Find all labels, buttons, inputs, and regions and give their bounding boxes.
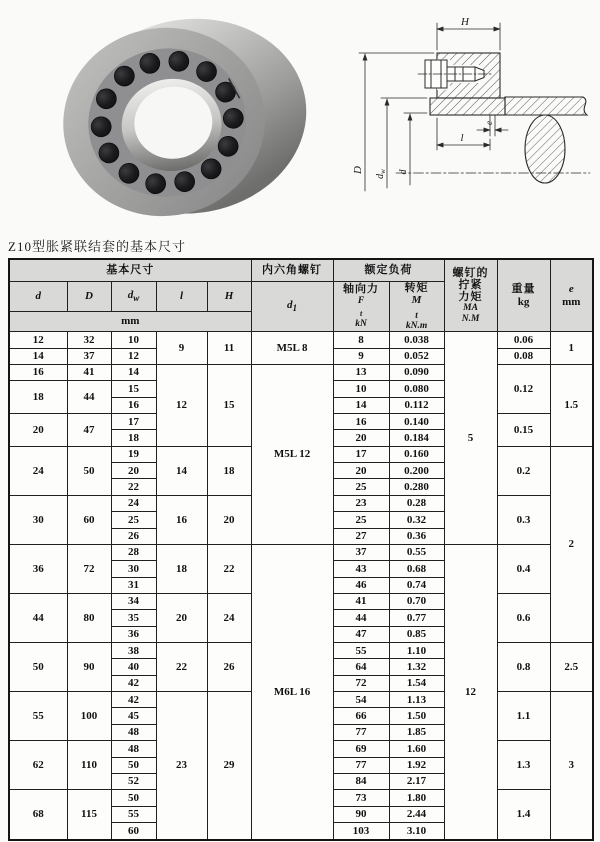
table-cell: 22	[156, 643, 207, 692]
table-cell: 37	[67, 348, 111, 364]
table-cell: 44	[333, 610, 389, 626]
table-cell: 0.090	[389, 364, 444, 380]
table-cell: 1.85	[389, 724, 444, 740]
header-basic-dims: 基本尺寸	[9, 259, 251, 281]
header-col-l: l	[156, 281, 207, 311]
table-cell: 72	[333, 675, 389, 691]
table-cell: 0.038	[389, 332, 444, 348]
table-cell: 68	[9, 790, 67, 840]
header-col-D: D	[67, 281, 111, 311]
table-cell: 16	[111, 397, 156, 413]
table-cell: 110	[67, 741, 111, 790]
table-cell: 14	[111, 364, 156, 380]
table-cell: 19	[111, 446, 156, 462]
page-title: Z10型胀紧联结套的基本尺寸	[8, 239, 186, 254]
table-cell: 0.70	[389, 593, 444, 609]
table-cell: 52	[111, 773, 156, 789]
table-cell: 0.160	[389, 446, 444, 462]
inner-sleeve-section	[430, 98, 505, 115]
table-cell: 9	[156, 332, 207, 365]
table-cell: 20	[156, 593, 207, 642]
table-cell: 13	[333, 364, 389, 380]
table-cell: 10	[333, 381, 389, 397]
table-cell: 73	[333, 790, 389, 806]
table-cell: 55	[9, 692, 67, 741]
table-cell: 0.12	[497, 364, 550, 413]
table-cell: 18	[9, 381, 67, 414]
table-cell: 18	[207, 446, 251, 495]
table-cell: M5L 12	[251, 364, 333, 544]
table-cell: M5L 8	[251, 332, 333, 365]
spec-table	[8, 258, 594, 841]
table-cell: 80	[67, 593, 111, 642]
table-cell: 16	[9, 364, 67, 380]
table-cell: 2	[550, 446, 593, 642]
table-cell: 0.85	[389, 626, 444, 642]
table-cell: 0.8	[497, 643, 550, 692]
table-cell: 30	[111, 561, 156, 577]
table-cell: 3.10	[389, 822, 444, 839]
table-cell: 14	[9, 348, 67, 364]
table-cell: 29	[207, 692, 251, 840]
table-cell: 12	[111, 348, 156, 364]
header-weight: 重量 kg	[497, 259, 550, 332]
table-cell: 50	[111, 757, 156, 773]
product-photo	[28, 8, 313, 230]
table-cell: 0.2	[497, 446, 550, 495]
table-cell: 2.44	[389, 806, 444, 822]
table-cell: 0.68	[389, 561, 444, 577]
table-cell: 31	[111, 577, 156, 593]
header-rated-load: 额定负荷	[333, 259, 444, 281]
table-cell: 60	[111, 822, 156, 839]
table-cell: 10	[111, 332, 156, 348]
table-cell: 17	[333, 446, 389, 462]
table-cell: 41	[333, 593, 389, 609]
table-cell: 1.1	[497, 692, 550, 741]
table-cell: 40	[111, 659, 156, 675]
table-cell: 0.4	[497, 544, 550, 593]
table-cell: 24	[207, 593, 251, 642]
table-cell: 20	[333, 430, 389, 446]
table-cell: 0.06	[497, 332, 550, 348]
table-cell: 0.36	[389, 528, 444, 544]
table-cell: 1.10	[389, 643, 444, 659]
table-cell: 23	[333, 495, 389, 511]
table-cell: 36	[111, 626, 156, 642]
table-cell: 66	[333, 708, 389, 724]
table-cell: 1.54	[389, 675, 444, 691]
table-cell: 77	[333, 724, 389, 740]
table-cell: 22	[111, 479, 156, 495]
table-row	[9, 544, 593, 560]
table-cell: 90	[333, 806, 389, 822]
table-cell: 36	[9, 544, 67, 593]
header-e: e mm	[550, 259, 593, 332]
table-cell: 14	[333, 397, 389, 413]
header-axial-force: 轴向力 F $_t$ kN	[333, 281, 389, 332]
table-cell: 48	[111, 724, 156, 740]
header-torque: 转矩 M $_t$ kN.m	[389, 281, 444, 332]
table-cell: 38	[111, 643, 156, 659]
table-cell: 17	[111, 414, 156, 430]
shaft-section	[505, 97, 587, 115]
table-cell: 26	[111, 528, 156, 544]
table-cell: 48	[111, 741, 156, 757]
table-cell: 16	[156, 495, 207, 544]
table-cell: 1.13	[389, 692, 444, 708]
table-cell: 18	[156, 544, 207, 593]
table-cell: 20	[333, 463, 389, 479]
table-cell: 103	[333, 822, 389, 839]
table-cell: 11	[207, 332, 251, 365]
table-row	[9, 364, 593, 380]
table-cell: 12	[9, 332, 67, 348]
table-cell: 20	[111, 463, 156, 479]
table-cell: 0.200	[389, 463, 444, 479]
table-cell: 0.3	[497, 495, 550, 544]
table-cell: 0.184	[389, 430, 444, 446]
table-cell: 54	[333, 692, 389, 708]
table-cell: 1.5	[550, 364, 593, 446]
table-cell: 37	[333, 544, 389, 560]
table-header	[9, 259, 593, 332]
table-cell: 0.140	[389, 414, 444, 430]
table-cell: 34	[111, 593, 156, 609]
table-cell: 35	[111, 610, 156, 626]
table-cell: 100	[67, 692, 111, 741]
dim-label-d: d	[398, 169, 409, 175]
table-cell: 43	[333, 561, 389, 577]
table-cell: 0.6	[497, 593, 550, 642]
table-body	[9, 332, 593, 840]
table-cell: 0.32	[389, 512, 444, 528]
table-cell: 32	[67, 332, 111, 348]
dim-label-dw: $d_w$	[375, 169, 387, 179]
table-cell: 60	[67, 495, 111, 544]
table-cell: 1.50	[389, 708, 444, 724]
table-cell: 47	[67, 414, 111, 447]
table-cell: 115	[67, 790, 111, 840]
table-cell: 9	[333, 348, 389, 364]
table-cell: 44	[67, 381, 111, 414]
table-cell: 55	[111, 806, 156, 822]
header-tightening-torque: 螺钉的 拧紧 力矩 MA N.M	[444, 259, 497, 332]
table-cell: 44	[9, 593, 67, 642]
table-cell: 1.92	[389, 757, 444, 773]
table-cell: 0.74	[389, 577, 444, 593]
table-cell: 77	[333, 757, 389, 773]
header-col-d: d	[9, 281, 67, 311]
table-cell: 15	[111, 381, 156, 397]
header-col-d1: $d_1$	[251, 281, 333, 332]
table-cell: 1.4	[497, 790, 550, 840]
header-col-H: H	[207, 281, 251, 311]
table-cell: 22	[207, 544, 251, 593]
table-cell: M6L 16	[251, 544, 333, 839]
table-cell: 42	[111, 692, 156, 708]
table-cell: 20	[9, 414, 67, 447]
table-cell: 26	[207, 643, 251, 692]
table-cell: 1.80	[389, 790, 444, 806]
header-col-dw: $d_w$	[111, 281, 156, 311]
table-cell: 46	[333, 577, 389, 593]
table-cell: 24	[111, 495, 156, 511]
table-cell: 45	[111, 708, 156, 724]
table-cell: 5	[444, 332, 497, 545]
table-cell: 0.28	[389, 495, 444, 511]
table-cell: 20	[207, 495, 251, 544]
table-cell: 1.3	[497, 741, 550, 790]
table-cell: 0.112	[389, 397, 444, 413]
table-cell: 0.080	[389, 381, 444, 397]
table-cell: 62	[9, 741, 67, 790]
table-cell: 0.052	[389, 348, 444, 364]
table-cell: 25	[111, 512, 156, 528]
table-cell: 12	[156, 364, 207, 446]
table-cell: 8	[333, 332, 389, 348]
table-cell: 25	[333, 512, 389, 528]
table-cell: 2.17	[389, 773, 444, 789]
table-cell: 84	[333, 773, 389, 789]
table-cell: 42	[111, 675, 156, 691]
table-cell: 2.5	[550, 643, 593, 692]
table-cell: 50	[67, 446, 111, 495]
table-cell: 90	[67, 643, 111, 692]
table-cell: 15	[207, 364, 251, 446]
section-drawing	[338, 2, 600, 232]
table-cell: 0.08	[497, 348, 550, 364]
table-cell: 72	[67, 544, 111, 593]
table-cell: 0.280	[389, 479, 444, 495]
dim-label-D: D	[352, 166, 364, 174]
table-cell: 0.77	[389, 610, 444, 626]
table-cell: 27	[333, 528, 389, 544]
table-cell: 18	[111, 430, 156, 446]
technical-drawing	[338, 2, 600, 232]
table-cell: 1	[550, 332, 593, 365]
table-cell: 50	[9, 643, 67, 692]
table-cell: 12	[444, 544, 497, 839]
table-cell: 14	[156, 446, 207, 495]
table-cell: 24	[9, 446, 67, 495]
table-cell: 69	[333, 741, 389, 757]
table-cell: 0.55	[389, 544, 444, 560]
table-cell: 28	[111, 544, 156, 560]
dim-label-H: H	[461, 16, 469, 28]
table-cell: 55	[333, 643, 389, 659]
sleeve-photo-illustration	[28, 8, 313, 230]
table-cell: 47	[333, 626, 389, 642]
table-cell: 0.15	[497, 414, 550, 447]
table-cell: 30	[9, 495, 67, 544]
table-cell: 50	[111, 790, 156, 806]
table-cell: 64	[333, 659, 389, 675]
header-hex-screw: 内六角螺钉	[251, 259, 333, 281]
table-cell: 23	[156, 692, 207, 840]
table-cell: 3	[550, 692, 593, 840]
table-cell: 41	[67, 364, 111, 380]
table-cell: 25	[333, 479, 389, 495]
table-cell: 1.32	[389, 659, 444, 675]
table-row	[9, 332, 593, 348]
dim-label-l: l	[460, 132, 464, 144]
table-cell: 16	[333, 414, 389, 430]
header-unit-mm: mm	[9, 311, 251, 331]
dim-label-e: e	[484, 121, 494, 125]
table-cell: 1.60	[389, 741, 444, 757]
